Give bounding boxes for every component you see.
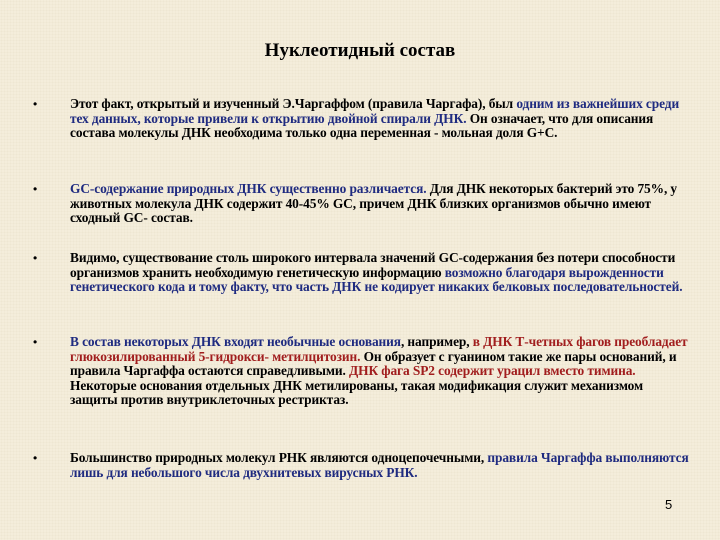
bullet-text — [70, 451, 690, 480]
text-segment-emphasis: ДНК фага SP2 содержит урацил вместо тимина. — [349, 363, 636, 379]
text-segment-highlight: одним из важнейших среди тех данных, которые привели к открытию двойной спирали ДНК. — [70, 96, 680, 126]
text-segment: Этот факт, открытый и изученный Э.Чаргаффом (правила Чаргафа), был — [70, 96, 517, 111]
bullet-icon: • — [33, 97, 38, 111]
bullet-item — [33, 182, 693, 226]
text-segment: , например, — [400, 334, 473, 349]
bullet-item — [33, 335, 693, 408]
bullet-text — [70, 335, 690, 408]
text-segment: Некоторые основания отдельных ДНК метилированы, такая модификация служит механизмом защиты против внутриклеточных рестриктаз. — [70, 377, 644, 408]
page-number: 5 — [665, 497, 673, 512]
bullet-item — [33, 251, 693, 295]
text-segment-emphasis: в ДНК Т-четных фагов преобладает глюкозилированный 5-гидрокси- метилцитозин. — [70, 334, 688, 364]
text-segment: Для ДНК некоторых бактерий это 75%, у животных молекула ДНК содержит 40-45% GC, причем ДНК близких организмов обычно имеют сходный GC- состав. — [70, 181, 678, 226]
bullet-text — [70, 182, 690, 226]
text-segment-highlight: GC-содержание природных ДНК существенно различается. — [70, 181, 427, 196]
bullet-item — [33, 451, 693, 480]
slide-title: Нуклеотидный состав — [264, 40, 456, 61]
bullet-text — [70, 251, 690, 295]
text-segment: Он образует с гуанином такие же пары оснований, и правила Чаргаффа остаются справедливыми. — [70, 348, 677, 379]
text-segment: Видимо, существование столь широкого интервала значений GC-содержания без потери способности организмов хранить необходимую генетическую информацию — [70, 250, 676, 280]
bullet-icon: • — [33, 451, 38, 465]
text-segment: Большинство природных молекул РНК являются одноцепочечными, — [70, 450, 488, 465]
text-segment-highlight: возможно благодаря вырожденности генетического кода и тому факту, что часть ДНК не кодирует никаких белковых последовательностей. — [70, 264, 683, 295]
bullet-icon: • — [33, 251, 38, 265]
text-segment-highlight: правила Чаргаффа выполняются лишь для небольшого числа двухнитевых вирусных РНК. — [70, 450, 689, 480]
bullet-text — [70, 97, 690, 141]
bullet-icon: • — [33, 182, 38, 196]
text-segment: Он означает, что для описания состава молекулы ДНК необходима только одна переменная - мольная доля G+C. — [70, 110, 654, 141]
bullet-item — [33, 97, 693, 141]
bullet-icon: • — [33, 335, 38, 349]
text-segment-highlight: В состав некоторых ДНК входят необычные основания — [70, 334, 401, 349]
